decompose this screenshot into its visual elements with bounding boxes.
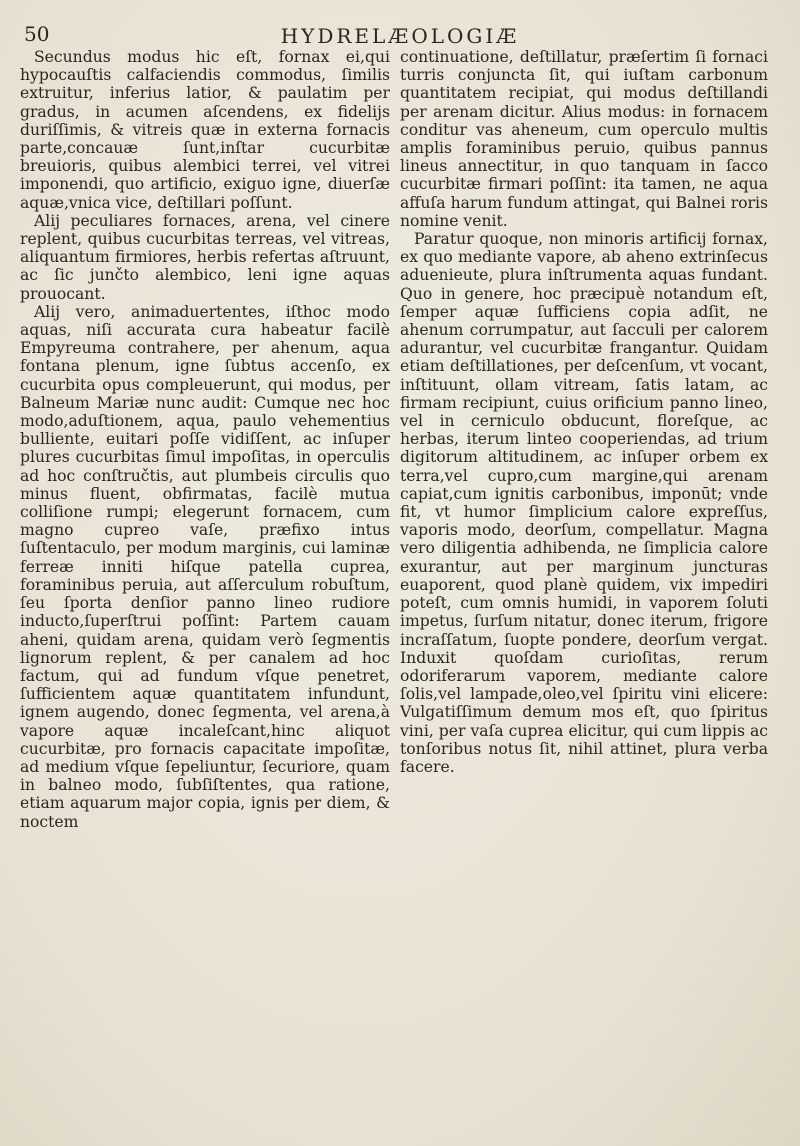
paragraph: continuatione, deſtillatur, præſertim ſi fornaci turris conjuncta ſit, qui iuſtam carbonum quantitatem recipiat, qui modus deſtillandi per arenam dicitur. Alius modus: in fornacem conditur vas aheneum, cum operculo multis amplis foraminibus peruio, quibus pannus lineus annectitur, in quo tanquam in ſacco cucurbitæ firmari poſſint: ita tamen, ne aqua affuſa harum fundum attingat, qui Balnei roris nomine venit. [400, 48, 768, 230]
page-number: 50 [24, 22, 50, 46]
paragraph: Secundus modus hic eſt, fornax ei,qui hypocauſtis calfaciendis commodus, ſimilis extruitur, inferius latior, & paulatim per gradus, in acumen aſcendens, ex fidelijs duriſſimis, & vitreis quæ in externa fornacis parte,concauæ ſunt,inſtar cucurbitæ breuioris, quibus alembici terrei, vel vitrei imponendi, quo artificio, exiguo igne, diuerſæ aquæ,vnica vice, deſtillari poſſunt. [20, 48, 390, 212]
right-column [400, 48, 768, 776]
running-head: HYDRELÆOLOGIÆ [280, 24, 520, 48]
paragraph: Alij peculiares fornaces, arena, vel cinere replent, quibus cucurbitas terreas, vel vitreas, aliquantum firmiores, herbis refertas aſtruunt, ac ſic junčto alembico, leni igne aquas prouocant. [20, 211, 390, 303]
paragraph: Paratur quoque, non minoris artificij fornax, ex quo mediante vapore, ab aheno extrinſecus aduenieute, plura inſtrumenta aquas fundant. Quo in genere, hoc præcipuè notandum eſt, ſemper aquæ ſufficiens copia adſit, ne ahenum corrumpatur, aut ſacculi per calorem adurantur, vel cucurbitæ frangantur. Quidam etiam deſtillationes, per deſcenſum, vt vocant, inſtituunt, ollam vitream, ſatis latam, ac firmam recipiunt, cuius orificium panno lineo, vel in cerniculo obducunt, floreſque, ac herbas, iterum linteo cooperiendas, ad trium digitorum altitudinem, ac inſuper orbem ex terra,vel cupro,cum margine,qui arenam capiat,cum ignitis carbonibus, imponūt; vnde fit, vt humor ſimplicium calore expreſſus, vaporis modo, deorſum, compellatur. Magna vero diligentia adhibenda, ne ſimplicia calore exurantur, aut per marginum juncturas euaporent, quod planè quidem, vix impediri poteſt, cum omnis humidi, in vaporem ſoluti impetus, ſurſum nitatur, donec iterum, frigore incraſſatum, ſuopte pondere, deorſum vergat. Induxit quoſdam curioſitas, rerum odoriferarum vaporem, mediante calore ſolis,vel lampade,oleo,vel ſpiritu vini elicere: Vulgatiſſimum demum mos eſt, quo ſpiritus vini, per vaſa cuprea elicitur, qui cum lippis ac tonſoribus notus ſit, nihil attinet, plura verba facere. [400, 230, 768, 776]
paragraph: Alij vero, animaduertentes, iſthoc modo aquas, niſi accurata cura habeatur facilè Empyreuma contrahere, per ahenum, aqua fontana plenum, igne ſubtus accenſo, ex cucurbita opus compleuerunt, qui modus, per Balneum Mariæ nunc audit: Cumque nec hoc modo,aduſtionem, aqua, paulo vehementius bulliente, euitari poſſe vidiſſent, ac inſuper plures cucurbitas ſimul impoſitas, in operculis ad hoc conſtručtis, aut plumbeis circulis quo minus fluent, obfirmatas, facilè mutua colliſione rumpi; elegerunt fornacem, cum magno cupreo vaſe, præfixo intus ſuſtentaculo, per modum marginis, cui laminæ ferreæ inniti hiſque patella cuprea, foraminibus peruia, aut aſſerculum robuſtum, ſeu ſporta denſior panno lineo rudiore inducto,ſuperſtrui poſſint: Partem cauam aheni, quidam arena, quidam verò ſegmentis lignorum replent, & per canalem ad hoc factum, qui ad fundum vſque penetret, ſufficientem aquæ quantitatem infundunt, ignem augendo, donec ſegmenta, vel arena,à vapore aquæ incaleſcant,hinc aliquot cucurbitæ, pro fornacis capacitate impoſitæ, ad medium vſque ſepeliuntur, ſecuriore, quam in balneo modo, ſubſiſtentes, qua ratione, etiam aquarum major copia, ignis per diem, & noctem [20, 302, 390, 831]
left-column [20, 48, 390, 831]
